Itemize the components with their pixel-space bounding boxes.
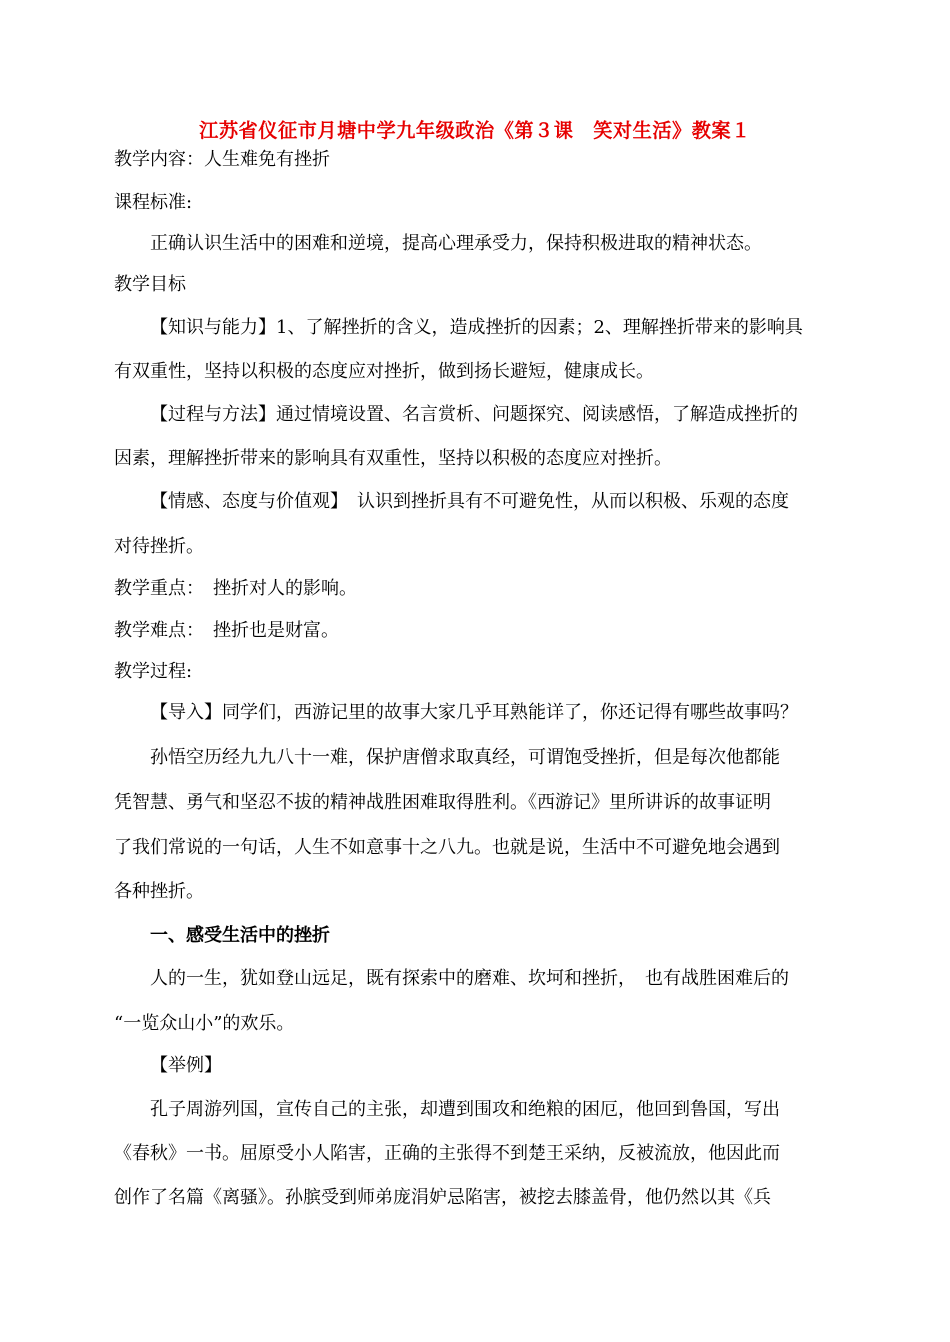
teaching-content: 教学内容：人生难免有挫折 <box>114 149 330 170</box>
example-heading: 【举例】 <box>150 1055 222 1076</box>
goal-process-line: 【过程与方法】通过情境设置、名言赏析、问题探究、阅读感悟，了解造成挫折的 <box>150 404 798 425</box>
paragraph-line: 人的一生，犹如登山远足，既有探索中的磨难、坎坷和挫折， 也有战胜困难后的 <box>150 968 789 989</box>
document-title: 江苏省仪征市月塘中学九年级政治《第３课 笑对生活》教案１ <box>199 119 751 142</box>
paragraph-line: 各种挫折。 <box>114 881 204 902</box>
paragraph-line: 《春秋》一书。屈原受小人陷害，正确的主张得不到楚王采纳，反被流放，他因此而 <box>114 1143 780 1164</box>
paragraph-line: 凭智慧、勇气和坚忍不拔的精神战胜困难取得胜利。《西游记》里所讲诉的故事证明 <box>114 792 771 813</box>
process-heading: 教学过程: <box>114 661 193 682</box>
paragraph-line: 孔子周游列国，宣传自己的主张，却遭到围攻和绝粮的困厄，他回到鲁国，写出 <box>150 1099 780 1120</box>
key-point: 教学重点： 挫折对人的影响。 <box>114 578 357 599</box>
goal-emotion-line: 对待挫折。 <box>114 536 204 557</box>
standard-heading: 课程标准: <box>114 192 193 213</box>
paragraph-line: “一览众山小”的欢乐。 <box>114 1013 295 1034</box>
section-heading: 一、感受生活中的挫折 <box>150 925 330 946</box>
paragraph-line: 创作了名篇《离骚》。孙膑受到师弟庞涓妒忌陷害，被挖去膝盖骨，他仍然以其《兵 <box>114 1187 771 1208</box>
goal-process-line: 因素，理解挫折带来的影响具有双重性，坚持以积极的态度应对挫折。 <box>114 448 672 469</box>
standard-text: 正确认识生活中的困难和逆境，提高心理承受力，保持积极进取的精神状态。 <box>150 233 762 254</box>
goal-knowledge-line: 有双重性，坚持以积极的态度应对挫折，做到扬长避短，健康成长。 <box>114 361 654 382</box>
paragraph-line: 了我们常说的一句话，人生不如意事十之八九。也就是说，生活中不可避免地会遇到 <box>114 837 780 858</box>
paragraph-line: 孙悟空历经九九八十一难，保护唐僧求取真经，可谓饱受挫折，但是每次他都能 <box>150 747 780 768</box>
goal-emotion-line: 【情感、态度与价值观】 认识到挫折具有不可避免性，从而以积极、乐观的态度 <box>150 491 789 512</box>
difficulty-point: 教学难点： 挫折也是财富。 <box>114 620 339 641</box>
intro-paragraph: 【导入】同学们，西游记里的故事大家几乎耳熟能详了，你还记得有哪些故事吗？ <box>150 702 798 723</box>
goal-knowledge-line: 【知识与能力】1、了解挫折的含义，造成挫折的因素；2、理解挫折带来的影响具 <box>150 317 803 338</box>
goals-heading: 教学目标 <box>114 274 186 295</box>
